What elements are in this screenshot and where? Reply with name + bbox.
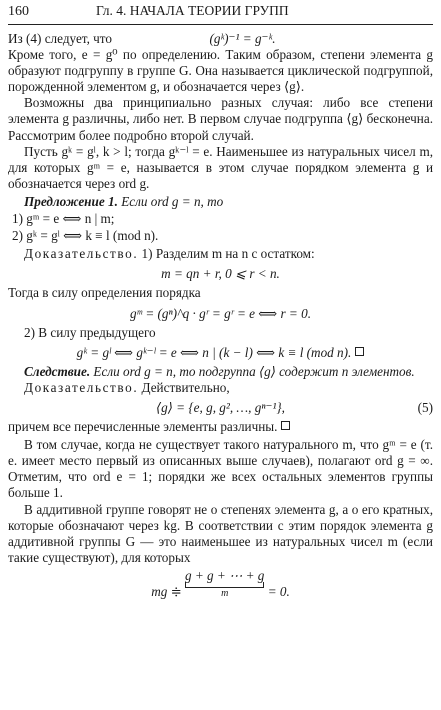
paragraph-additive-group: В аддитивной группе говорят не о степенях элемента g, а о его кратных, которые обозначают через kg. В соответствии с этим порядок элемента g аддитивной группы G — это наименьшее из натуральных чисел m (если такие существуют), для которых xyxy=(8,501,433,565)
equation-number: (5) xyxy=(417,399,433,415)
multiple-formula xyxy=(8,568,433,600)
order-formula: gᵐ = (gⁿ)^q · gʳ = gʳ = e ⟺ r = 0. xyxy=(129,305,312,321)
distinct-elements-text xyxy=(8,419,433,435)
page-number: 160 xyxy=(8,4,29,19)
corollary xyxy=(8,364,433,380)
inverse-power-formula: (gᵏ)⁻¹ = g⁻ᵏ. xyxy=(209,31,276,46)
paragraph-order-definition: Пусть gᵏ = gˡ, k > l; тогда gᵏ⁻ˡ = e. Наименьшее из натуральных чисел m, для которых gᵐ = e, называется в этом случае порядком элемента g и обозначается через ord g. xyxy=(8,143,433,191)
order-definition-text: Тогда в силу определения порядка xyxy=(8,285,201,301)
proposition-heading: Предложение 1. xyxy=(24,193,118,209)
previous-text: 2) В силу предыдущего xyxy=(24,324,156,340)
proposition-text: Если ord g = n, то xyxy=(121,193,224,209)
corollary-heading: Следствие. xyxy=(24,363,91,379)
proof-2-text: Действительно, xyxy=(141,379,230,395)
proposition-item-2: 2) gᵏ = gˡ ⟺ k ≡ l (mod n). xyxy=(12,228,159,244)
proposition-statement xyxy=(8,194,433,210)
cyclic-set-formula xyxy=(8,400,433,416)
underbrace-label: m xyxy=(221,588,229,599)
end-of-proof-box-1 xyxy=(355,347,364,356)
paragraph-cyclic-subgroup: Кроме того, e = g⁰ по определению. Таким образом, степени элемента g образуют подгруппу в группе G. Она называется циклической подгруппой, порожденной элементом g, и обозначается через ⟨g⟩. xyxy=(8,47,433,95)
congruence-formula xyxy=(8,345,433,361)
intro-text: Из (4) следует, что xyxy=(8,31,112,46)
proof-label: Доказательство. xyxy=(24,246,139,262)
cyclic-set-formula-text: ⟨g⟩ = {e, g, g², …, gⁿ⁻¹}, xyxy=(156,399,285,415)
running-head xyxy=(8,3,433,25)
multiple-formula-right: = 0. xyxy=(264,584,290,599)
proposition-item-1: 1) gᵐ = e ⟺ n | m; xyxy=(12,211,115,227)
end-of-proof-box-2 xyxy=(281,421,290,430)
proof-1 xyxy=(8,246,433,262)
proof-2 xyxy=(8,380,433,396)
proof-2-label: Доказательство. xyxy=(24,379,139,395)
paragraph-infinite-order: В том случае, когда не существует такого натурального m, что gᵐ = e (т. е. имеет место первый из описанных выше случаев), полагают ord g = ∞. Отметим, что ord e = 1; порядки же всех остальных элементов группы больше 1. xyxy=(8,437,433,501)
underbrace xyxy=(185,568,264,600)
intro-line xyxy=(8,31,433,47)
page-content xyxy=(8,31,433,603)
corollary-text: Если ord g = n, то подгруппа ⟨g⟩ содержит n элементов. xyxy=(93,363,415,379)
congruence-formula-text: gᵏ = gˡ ⟺ gᵏ⁻ˡ = e ⟺ n | (k − l) ⟺ k ≡ l (mod n). xyxy=(76,344,352,360)
underbrace-sum: g + g + ⋯ + g xyxy=(184,567,265,583)
distinct-elements-sentence: причем все перечисленные элементы различны. xyxy=(8,419,278,435)
multiple-formula-left: mg ≑ xyxy=(151,584,185,599)
division-formula: m = qn + r, 0 ⩽ r < n. xyxy=(161,266,280,282)
chapter-title: Гл. 4. НАЧАЛА ТЕОРИИ ГРУПП xyxy=(96,3,289,18)
proof-1-text: 1) Разделим m на n с остатком: xyxy=(141,246,315,262)
paragraph-two-cases: Возможны два принципиально разных случая: либо все степени элемента g различны, либо нет. В первом случае подгруппа ⟨g⟩ бесконечна. Рассмотрим более подробно второй случай. xyxy=(8,95,433,143)
